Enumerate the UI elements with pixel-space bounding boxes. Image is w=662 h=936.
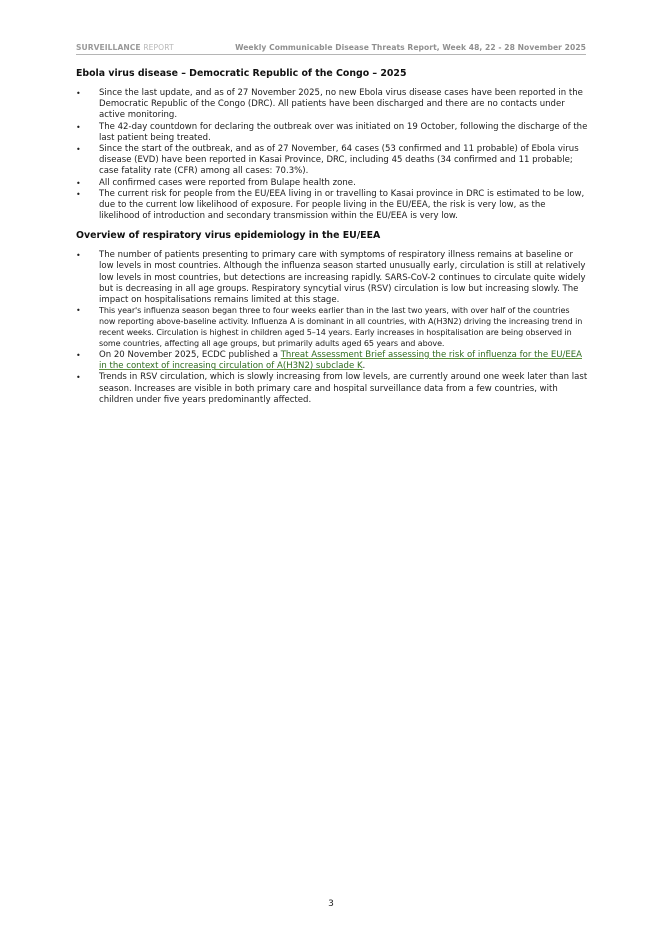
list-item: • On 20 November 2025, ECDC published a Threat Assessment Brief assessing the risk of influenza for the EU/EEA in the context of increasing circulation of A(H3N2) subclade K. xyxy=(76,350,583,372)
respiratory-section-heading: Overview of respiratory virus epidemiology in the EU/EEA xyxy=(76,230,381,242)
ebola-bullet-list xyxy=(76,88,588,222)
list-item: • The 42-day countdown for declaring the outbreak over was initiated on 19 October, following the discharge of the last patient being treated. xyxy=(76,121,588,143)
list-item: • The current risk for people from the EU/EEA living in or travelling to Kasai province in DRC is estimated to be low, due to the current low likelihood of exposure. For people living in the EU/EEA, the risk is very low, as the likelihood of introduction and secondary transmission within the EU/EEA is very low. xyxy=(76,189,585,222)
list-item: • This year's influenza season began three to four weeks earlier than in the last two years, with over half of the countries now reporting above-baseline activity. Influenza A is dominant in all countries, with A(H3N2) driving the increasing trend in recent weeks. Circulation is highest in children aged 5–14 years. Early increases in hospitalisation are being observed in some countries, affecting all age groups, but primarily adults aged 65 years and above. xyxy=(76,306,583,348)
bullet-icon: • xyxy=(76,351,81,360)
bullet-icon: • xyxy=(76,190,81,200)
bullet-icon: • xyxy=(76,89,81,98)
page-header xyxy=(76,42,586,55)
bullet-icon: • xyxy=(76,145,81,155)
list-item: • Since the start of the outbreak, and as of 27 November, 64 cases (53 confirmed and 11 probable) of Ebola virus disease (EVD) have been reported in Kasai Province, DRC, including 45 deaths (34 confirmed and 11 probable; case fatality rate (CFR) among all cases: 70.3%). xyxy=(76,144,579,177)
report-type-label: SURVEILLANCE REPORT xyxy=(76,43,174,52)
report-title: Weekly Communicable Disease Threats Report, Week 48, 22 - 28 November 2025 xyxy=(235,43,586,52)
bullet-icon: • xyxy=(76,373,81,383)
list-item: • All confirmed cases were reported from Bulape health zone. xyxy=(76,177,356,188)
bullet-icon: • xyxy=(76,306,81,316)
list-item: • Since the last update, and as of 27 November 2025, no new Ebola virus disease cases have been reported in the Democratic Republic of the Congo (DRC). All patients have been discharged and there are no contacts under active monitoring. xyxy=(76,88,583,121)
bullet-icon: • xyxy=(76,178,81,188)
threat-assessment-brief-link[interactable]: Threat Assessment Brief assessing the risk of influenza for the EU/EEA in the context of increasing circulation of A(H3N2) subclade K xyxy=(99,350,583,372)
list-item: • The number of patients presenting to primary care with symptoms of respiratory illness remains at baseline or low levels in most countries. Although the influenza season started unusually early, circulation is still at relatively low levels in most countries, but detections are increasing rapidly. SARS-CoV-2 continues to circulate quite widely but is decreasing in all age groups. Respiratory syncytial virus (RSV) circulation is low but increasing slowly. The impact on hospitalisations remains limited at this stage. xyxy=(76,250,586,305)
respiratory-bullet-list xyxy=(76,250,588,405)
list-item: • Trends in RSV circulation, which is slowly increasing from low levels, are currently around one week later than last season. Increases are visible in both primary care and hospital surveillance data from a few countries, with children under five years predominantly affected. xyxy=(76,372,588,405)
ebola-section-heading: Ebola virus disease – Democratic Republic of the Congo – 2025 xyxy=(76,68,407,79)
document-body xyxy=(76,68,588,414)
page-number: 3 xyxy=(328,899,334,909)
bullet-icon: • xyxy=(76,122,81,132)
bullet-icon: • xyxy=(76,251,81,261)
